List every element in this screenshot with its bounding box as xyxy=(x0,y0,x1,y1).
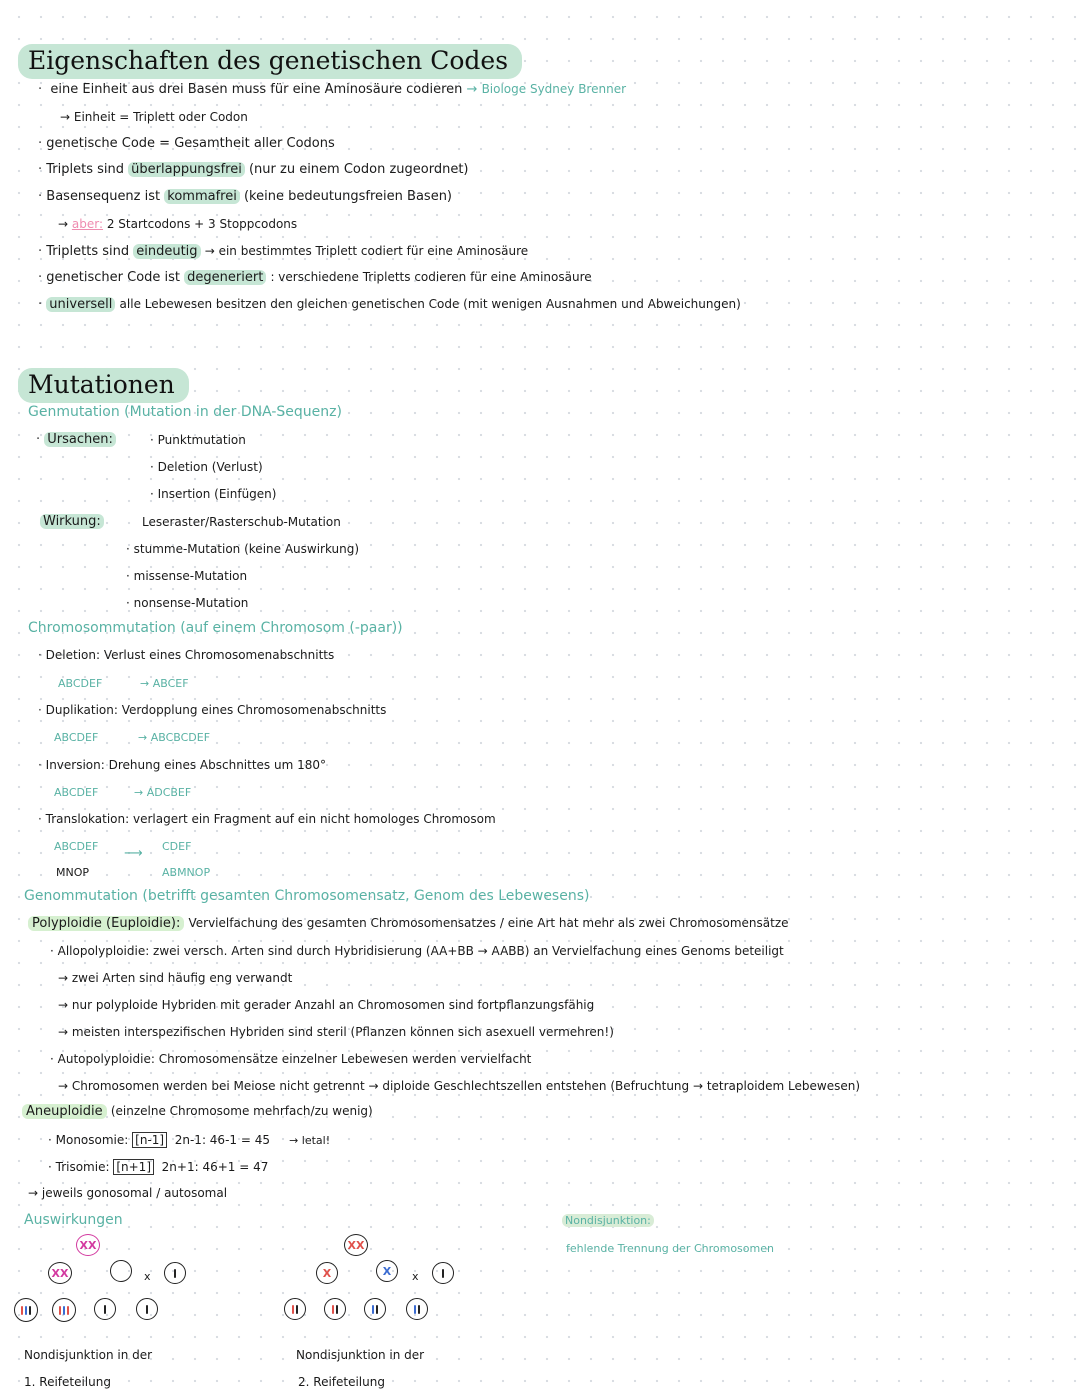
gamete-4 xyxy=(136,1298,158,1320)
cell-xx-top-1: XX xyxy=(76,1234,100,1256)
wirkung-item: · nonsense-Mutation xyxy=(126,596,249,610)
monosomie-row: · Monosomie: [n-1] 2n-1: 46-1 = 45 → letal! xyxy=(48,1133,331,1147)
caption-2b: 2. Reifeteilung xyxy=(298,1375,385,1389)
bullet-line: · Basensequenz ist kommafrei (keine bedeutungsfreien Basen) xyxy=(38,189,453,204)
gamete-6 xyxy=(324,1298,346,1320)
genom-header: Genommutation (betrifft gesamten Chromosomensatz, Genom des Lebewesens) xyxy=(24,888,590,904)
wirkung-row xyxy=(40,514,104,529)
inversion-label: · Inversion: Drehung eines Abschnittes um 180° xyxy=(38,758,327,772)
caption-1a: Nondisjunktion in der xyxy=(24,1348,153,1362)
allo-sub: → meisten interspezifischen Hybriden sind steril (Pflanzen können sich asexuell vermehren!) xyxy=(58,1025,614,1039)
auswirkungen-header: Auswirkungen xyxy=(24,1212,123,1228)
times-sign: x xyxy=(412,1270,419,1283)
duplikation-example-before: ABCDEF xyxy=(54,731,99,744)
duplikation-example-after: → ABCBCDEF xyxy=(138,731,211,744)
wirkung-item: · missense-Mutation xyxy=(126,569,248,583)
highlight-term: degeneriert xyxy=(184,270,266,285)
translokation-example-before-1: ABCDEF xyxy=(54,840,99,853)
cell-x-red-2: X xyxy=(316,1262,338,1284)
bullet-line: · eine Einheit aus drei Basen muss für eine Aminosäure codieren → Biologe Sydney Brenner xyxy=(38,82,627,97)
ursachen-item: · Insertion (Einfügen) xyxy=(150,487,277,501)
highlight-term: kommafrei xyxy=(164,189,240,204)
wirkung-item: Leseraster/Rasterschub-Mutation xyxy=(142,515,341,529)
aneuploidie-label: Aneuploidie xyxy=(22,1104,107,1119)
gamete-1 xyxy=(14,1298,38,1322)
sub-line: → Einheit = Triplett oder Codon xyxy=(60,110,248,124)
polyploidie-label: Polyploidie (Euploidie): xyxy=(28,916,184,931)
polyploidie-row: Polyploidie (Euploidie): Vervielfachung des gesamten Chromosomensatzes / eine Art hat mehr als zwei Chromosomensätze xyxy=(28,916,789,931)
chrom-header: Chromosommutation (auf einem Chromosom (-paar)) xyxy=(28,620,403,636)
aneuploidie-row: Aneuploidie (einzelne Chromosome mehrfach/zu wenig) xyxy=(22,1104,373,1119)
gamete-7 xyxy=(364,1298,386,1320)
arrow-icon: → xyxy=(466,82,478,97)
translokation-label: · Translokation: verlagert ein Fragment auf ein nicht homologes Chromosom xyxy=(38,812,496,826)
highlight-term: universell xyxy=(46,297,115,312)
deletion-example-after: → ABCEF xyxy=(140,677,189,690)
times-sign: x xyxy=(144,1270,151,1283)
formula-box: [n+1] xyxy=(113,1159,154,1175)
gamete-3 xyxy=(94,1298,116,1320)
line-text: genetische Code = Gesamtheit aller Codons xyxy=(46,136,335,151)
section-title-genetic-code: Eigenschaften des genetischen Codes xyxy=(18,44,522,79)
translokation-example-after-1: CDEF xyxy=(162,840,192,853)
bullet-line: · universell alle Lebewesen besitzen den gleichen genetischen Code (mit wenigen Ausnahmen und Abweichungen) xyxy=(38,297,741,312)
translokation-example-before-2: MNOP xyxy=(56,866,90,879)
side-note: Biologe Sydney Brenner xyxy=(481,82,627,96)
cell-single-1 xyxy=(164,1262,186,1284)
cell-xx-1: XX xyxy=(48,1262,72,1284)
ursachen-label: Ursachen: xyxy=(44,432,116,447)
gamete-8 xyxy=(406,1298,428,1320)
sub-line: → aber: 2 Startcodons + 3 Stoppcodons xyxy=(58,217,298,231)
nondisjunktion-title: Nondisjunktion: xyxy=(562,1214,654,1227)
ursachen-item: · Punktmutation xyxy=(150,433,246,447)
aber-label: aber: xyxy=(71,217,104,231)
allo-sub: → zwei Arten sind häufig eng verwandt xyxy=(58,971,293,985)
bullet-line: · Triplets sind überlappungsfrei (nur zu einem Codon zugeordnet) xyxy=(38,162,469,177)
allo-line: · Allopolyploidie: zwei versch. Arten sind durch Hybridisierung (AA+BB → AABB) an Vervielfachung eines Genoms beteiligt xyxy=(50,944,784,958)
section-title-mutationen: Mutationen xyxy=(18,368,189,403)
ursachen-item: · Deletion (Verlust) xyxy=(150,460,263,474)
jeweils-line: → jeweils gonosomal / autosomal xyxy=(28,1186,228,1200)
duplikation-label: · Duplikation: Verdopplung eines Chromosomenabschnitts xyxy=(38,703,387,717)
inversion-example-after: → ADCBEF xyxy=(134,786,192,799)
auto-line: · Autopolyploidie: Chromosomensätze einzelner Lebewesen werden vervielfacht xyxy=(50,1052,532,1066)
deletion-example-before: ABCDEF xyxy=(58,677,103,690)
bullet-line: · Tripletts sind eindeutig → ein bestimmtes Triplett codiert für eine Aminosäure xyxy=(38,244,529,259)
nondisjunktion-text: fehlende Trennung der Chromosomen xyxy=(566,1242,774,1255)
translokation-example-after-2: ABMNOP xyxy=(162,866,211,879)
inversion-example-before: ABCDEF xyxy=(54,786,99,799)
ursachen-row: · Ursachen: xyxy=(36,432,116,447)
wirkung-label: Wirkung: xyxy=(40,514,104,529)
arrow-icon: ⟶ xyxy=(124,846,143,861)
auto-sub: → Chromosomen werden bei Meiose nicht getrennt → diploide Geschlechtszellen entstehen (Befruchtung → tetraploidem Lebewesen) xyxy=(58,1079,861,1093)
highlight-term: überlappungsfrei xyxy=(128,162,245,177)
line-text: eine Einheit aus drei Basen muss für eine Aminosäure codieren xyxy=(50,82,463,97)
wirkung-item: · stumme-Mutation (keine Auswirkung) xyxy=(126,542,360,556)
gamete-5 xyxy=(284,1298,306,1320)
allo-sub: → nur polyploide Hybriden mit gerader Anzahl an Chromosomen sind fortpflanzungsfähig xyxy=(58,998,595,1012)
cell-x-blue-2: X xyxy=(376,1260,398,1282)
highlight-term: eindeutig xyxy=(133,244,200,259)
gen-header: Genmutation (Mutation in der DNA-Sequenz) xyxy=(28,404,342,420)
deletion-label: · Deletion: Verlust eines Chromosomenabschnitts xyxy=(38,648,335,662)
bullet-line: · genetische Code = Gesamtheit aller Codons xyxy=(38,136,335,151)
caption-1b: 1. Reifeteilung xyxy=(24,1375,111,1389)
caption-2a: Nondisjunktion in der xyxy=(296,1348,425,1362)
formula-box: [n-1] xyxy=(132,1132,167,1148)
cell-single-2 xyxy=(432,1262,454,1284)
gamete-2 xyxy=(52,1298,76,1322)
bullet-line: · genetischer Code ist degeneriert : verschiedene Tripletts codieren für eine Aminosäure xyxy=(38,270,592,285)
cell-xx-top-2: XX xyxy=(344,1234,368,1256)
cell-empty-1 xyxy=(110,1260,132,1282)
trisomie-row: · Trisomie: [n+1] 2n+1: 46+1 = 47 xyxy=(48,1160,269,1174)
